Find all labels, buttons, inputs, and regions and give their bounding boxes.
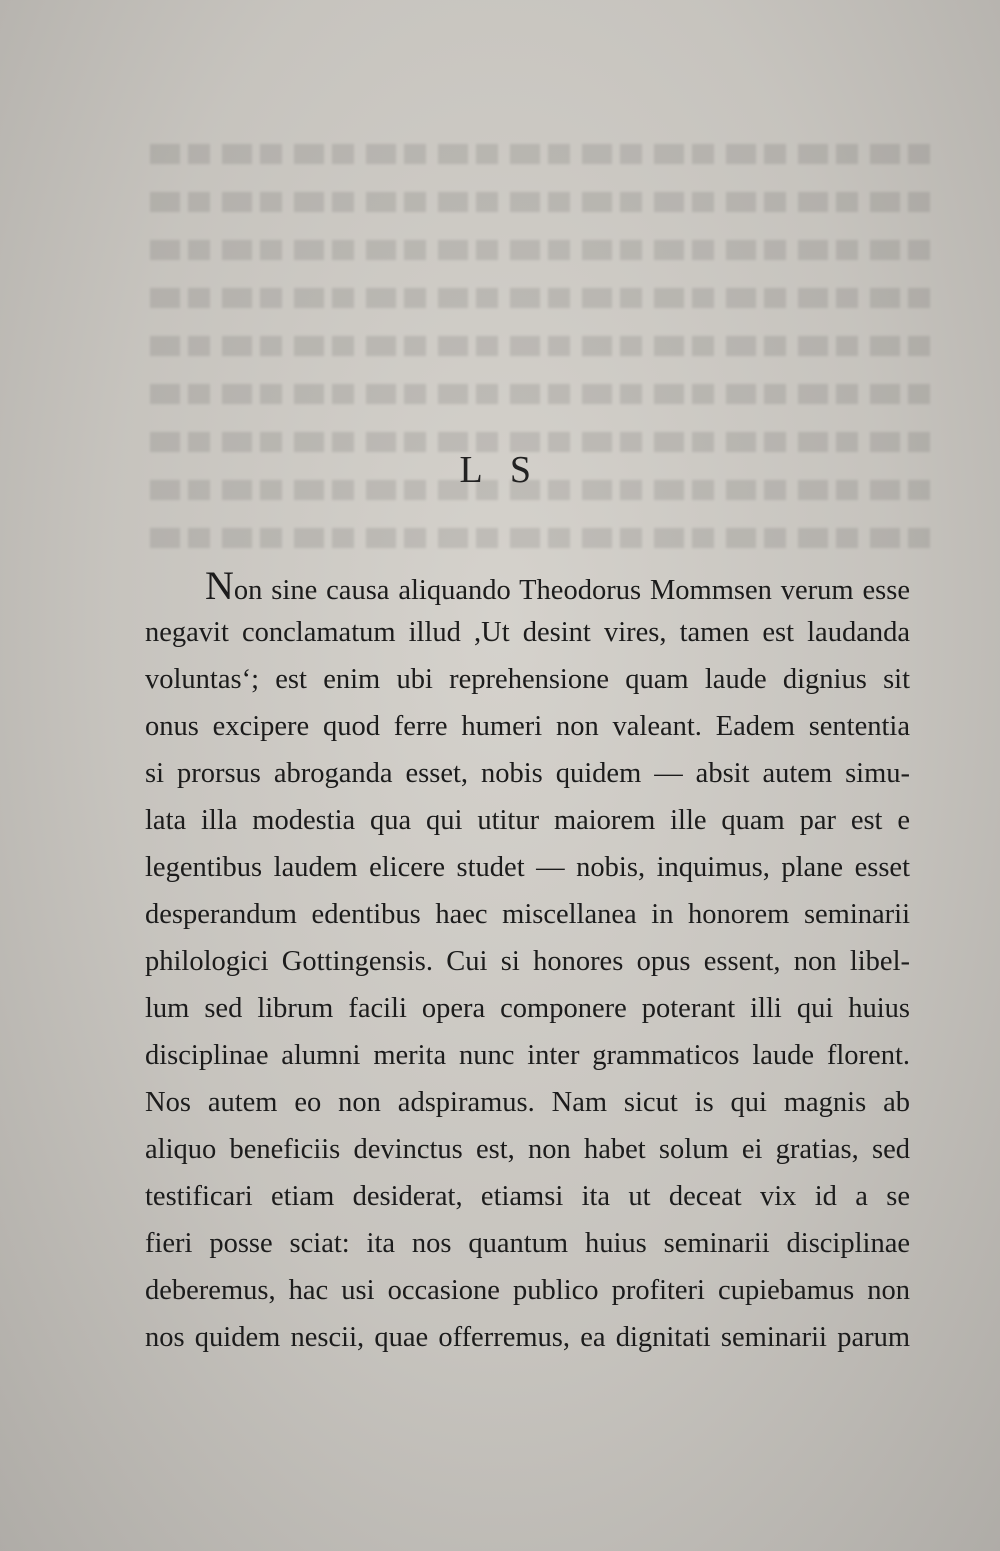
text-line: nos quidem nescii, quae offerremus, ea dignitati seminarii parum bbox=[145, 1322, 910, 1353]
text-line: voluntas‘; est enim ubi reprehensione quam laude dignius sit bbox=[145, 664, 910, 695]
show-through-bleed bbox=[150, 130, 930, 570]
text-line: Nos autem eo non adspiramus. Nam sicut is qui magnis ab bbox=[145, 1087, 910, 1118]
text-line: fieri posse sciat: ita nos quantum huius seminarii disciplinae bbox=[145, 1228, 910, 1259]
text-line: desperandum edentibus haec miscellanea in honorem seminarii bbox=[145, 899, 910, 930]
text-line: onus excipere quod ferre humeri non valeant. Eadem sententia bbox=[145, 711, 910, 742]
text-line: philologici Gottingensis. Cui si honores opus essent, non libel- bbox=[145, 946, 910, 977]
text-line: lum sed librum facili opera componere poterant illi qui huius bbox=[145, 993, 910, 1024]
text-line: si prorsus abroganda esset, nobis quidem — absit autem simu- bbox=[145, 758, 910, 789]
text-line: legentibus laudem elicere studet — nobis, inquimus, plane esset bbox=[145, 852, 910, 883]
text-line: negavit conclamatum illud ,Ut desint vires, tamen est laudanda bbox=[145, 617, 910, 648]
dropcap: N bbox=[205, 563, 234, 608]
text-line bbox=[145, 562, 910, 609]
text-line: deberemus, hac usi occasione publico profiteri cupiebamus non bbox=[145, 1275, 910, 1306]
line-text: on sine causa aliquando Theodorus Mommsen verum esse bbox=[233, 575, 910, 606]
text-line: disciplinae alumni merita nunc inter grammaticos laude florent. bbox=[145, 1040, 910, 1071]
page-heading: L S bbox=[459, 449, 541, 491]
body-text bbox=[145, 562, 910, 1361]
text-line: lata illa modestia qua qui utitur maiorem ille quam par est e bbox=[145, 805, 910, 836]
text-line: testificari etiam desiderat, etiamsi ita ut deceat vix id a se bbox=[145, 1181, 910, 1212]
text-line: aliquo beneficiis devinctus est, non habet solum ei gratias, sed bbox=[145, 1134, 910, 1165]
